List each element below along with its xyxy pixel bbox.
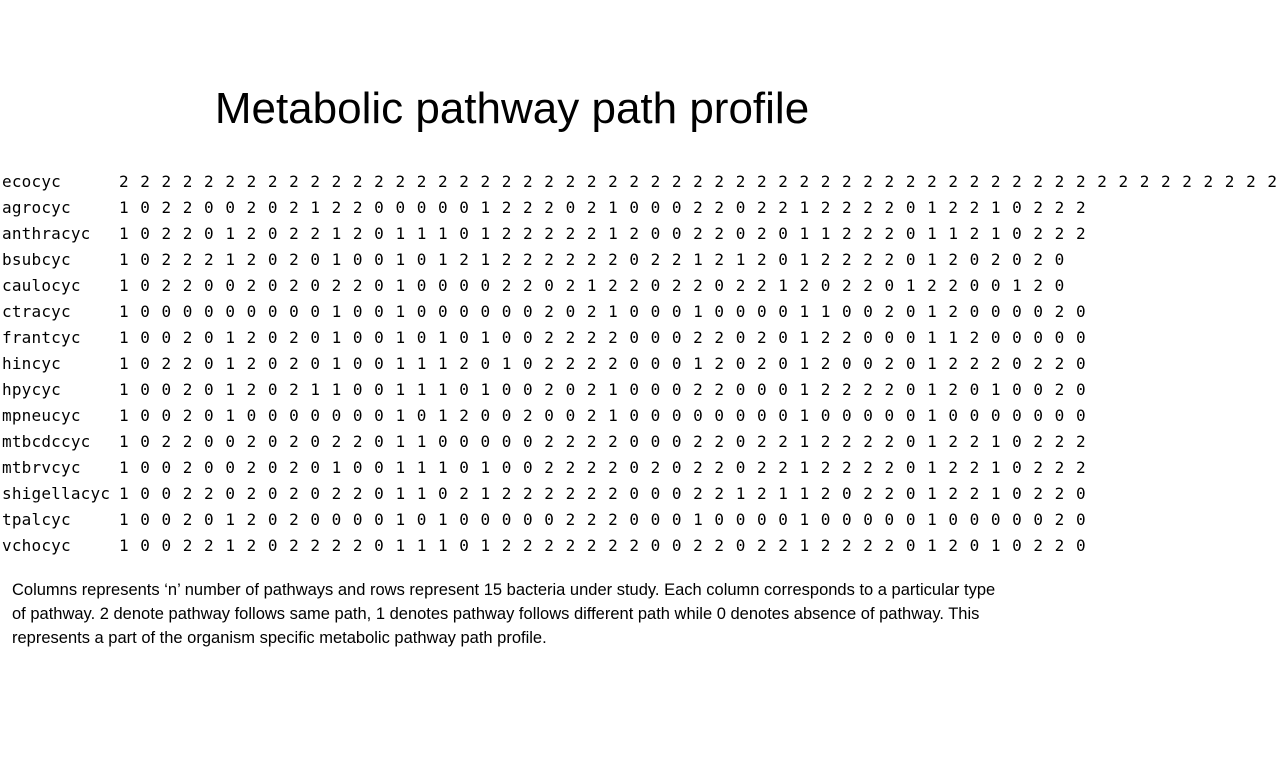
profile-row-ecocyc [2, 169, 1277, 195]
organism-name: mpneucyc [2, 406, 81, 425]
organism-name: hincyc [2, 354, 61, 373]
profile-row-caulocyc [2, 273, 1065, 299]
organism-name: vchocyc [2, 536, 71, 555]
pathway-values: 1 0 2 2 0 0 2 0 2 1 2 2 0 0 0 0 0 1 2 2 2 0 2 1 0 0 0 2 2 0 2 2 1 2 2 2 2 0 1 2 2 1 0 2 2 2 [119, 198, 1086, 217]
organism-name: anthracyc [2, 224, 91, 243]
profile-row-ctracyc [2, 299, 1086, 325]
organism-name: agrocyc [2, 198, 71, 217]
profile-row-frantcyc [2, 325, 1086, 351]
pathway-values: 1 0 0 2 2 0 2 0 2 0 2 2 0 1 1 0 2 1 2 2 2 2 2 2 0 0 0 2 2 1 2 1 1 2 0 2 2 0 1 2 2 1 0 2 2 0 [119, 484, 1086, 503]
organism-name: bsubcyc [2, 250, 71, 269]
pathway-profile-table [2, 169, 1277, 559]
organism-name: mtbcdccyc [2, 432, 91, 451]
profile-row-vchocyc [2, 533, 1086, 559]
pathway-values: 1 0 0 2 0 1 2 0 2 0 0 0 0 1 0 1 0 0 0 0 0 2 2 2 0 0 0 1 0 0 0 0 1 0 0 0 0 0 1 0 0 0 0 0 2 0 [119, 510, 1086, 529]
organism-name: caulocyc [2, 276, 81, 295]
organism-name: ctracyc [2, 302, 71, 321]
pathway-values: 1 0 2 2 2 1 2 0 2 0 1 0 0 1 0 1 2 1 2 2 2 2 2 2 0 2 2 1 2 1 2 0 1 2 2 2 2 0 1 2 0 2 0 2 0 [119, 250, 1065, 269]
profile-row-bsubcyc [2, 247, 1065, 273]
profile-row-tpalcyc [2, 507, 1086, 533]
organism-name: hpycyc [2, 380, 61, 399]
pathway-values: 1 0 2 2 0 0 2 0 2 0 2 2 0 1 1 0 0 0 0 0 2 2 2 2 0 0 0 2 2 0 2 2 1 2 2 2 2 0 1 2 2 1 0 2 2 2 [119, 432, 1086, 451]
pathway-values: 1 0 2 2 0 1 2 0 2 0 1 0 0 1 1 1 2 0 1 0 2 2 2 2 0 0 0 1 2 0 2 0 1 2 0 0 2 0 1 2 2 2 0 2 2 0 [119, 354, 1086, 373]
organism-name: mtbrvcyc [2, 458, 81, 477]
profile-row-mtbcdccyc [2, 429, 1086, 455]
pathway-values: 1 0 2 2 0 1 2 0 2 2 1 2 0 1 1 1 0 1 2 2 2 2 2 1 2 0 0 2 2 0 2 0 1 1 2 2 2 0 1 1 2 1 0 2 2 2 [119, 224, 1086, 243]
organism-name: tpalcyc [2, 510, 71, 529]
pathway-values: 1 0 0 0 0 0 0 0 0 0 1 0 0 1 0 0 0 0 0 0 2 0 2 1 0 0 0 1 0 0 0 0 1 1 0 0 2 0 1 2 0 0 0 0 2 0 [119, 302, 1086, 321]
pathway-values: 1 0 0 2 0 1 0 0 0 0 0 0 0 1 0 1 2 0 0 2 0 0 2 1 0 0 0 0 0 0 0 0 1 0 0 0 0 0 1 0 0 0 0 0 0 0 [119, 406, 1086, 425]
profile-row-hincyc [2, 351, 1086, 377]
pathway-values: 1 0 2 2 0 0 2 0 2 0 2 2 0 1 0 0 0 0 2 2 0 2 1 2 2 0 2 2 0 2 2 1 2 0 2 2 0 1 2 2 0 0 1 2 0 [119, 276, 1065, 295]
pathway-values: 1 0 0 2 0 0 2 0 2 0 1 0 0 1 1 1 0 1 0 0 2 2 2 2 0 2 0 2 2 0 2 2 1 2 2 2 2 0 1 2 2 1 0 2 2 2 [119, 458, 1086, 477]
pathway-values: 2 2 2 2 2 2 2 2 2 2 2 2 2 2 2 2 2 2 2 2 2 2 2 2 2 2 2 2 2 2 2 2 2 2 2 2 2 2 2 2 2 2 2 2 2 2 2 2 2 2 2 2 2 2 2 [119, 172, 1277, 191]
profile-row-agrocyc [2, 195, 1086, 221]
organism-name: frantcyc [2, 328, 81, 347]
profile-row-mpneucyc [2, 403, 1086, 429]
organism-name: ecocyc [2, 172, 61, 191]
profile-row-shigellacyc [2, 481, 1086, 507]
profile-row-mtbrvcyc [2, 455, 1086, 481]
slide-caption: Columns represents ‘n’ number of pathways and rows represent 15 bacteria under study. Each column corresponds to a particular type of pathway. 2 denote pathway follows same path, 1 denotes pathway follows different path while 0 denotes absence of pathway. This represents a part of the organism specific metabolic pathway path profile. [12, 581, 996, 647]
profile-row-hpycyc [2, 377, 1086, 403]
slide-title: Metabolic pathway path profile [214, 84, 810, 133]
pathway-values: 1 0 0 2 0 1 2 0 2 0 1 0 0 1 0 1 0 1 0 0 2 2 2 2 0 0 0 2 2 0 2 0 1 2 2 0 0 0 1 1 2 0 0 0 0 0 [119, 328, 1086, 347]
pathway-values: 1 0 0 2 0 1 2 0 2 1 1 0 0 1 1 1 0 1 0 0 2 0 2 1 0 0 0 2 2 0 0 0 1 2 2 2 2 0 1 2 0 1 0 0 2 0 [119, 380, 1086, 399]
pathway-values: 1 0 0 2 2 1 2 0 2 2 2 2 0 1 1 1 0 1 2 2 2 2 2 2 2 0 0 2 2 0 2 2 1 2 2 2 2 0 1 2 0 1 0 2 2 0 [119, 536, 1086, 555]
organism-name: shigellacyc [2, 484, 111, 503]
profile-row-anthracyc [2, 221, 1086, 247]
